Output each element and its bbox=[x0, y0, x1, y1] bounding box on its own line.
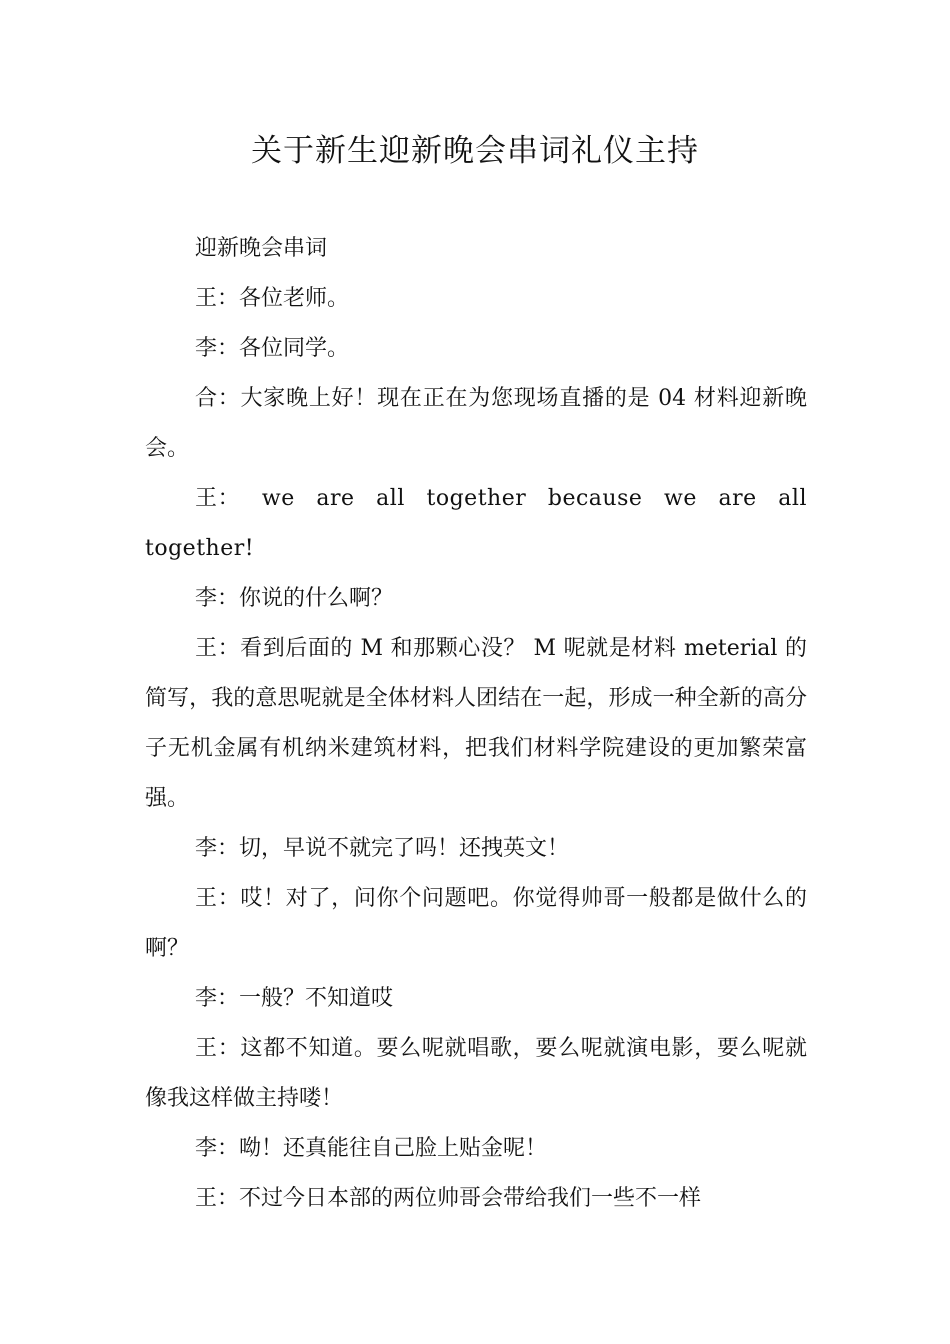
paragraph-heading: 迎新晚会串词 bbox=[195, 236, 328, 261]
paragraph: 王：这都不知道。要么呢就唱歌，要么呢就演电影，要么呢就像我这样做主持喽！ bbox=[145, 1036, 807, 1111]
paragraph: 合：大家晚上好！现在正在为您现场直播的是 04 材料迎新晚会。 bbox=[145, 386, 807, 461]
paragraph: 王：看到后面的 M 和那颗心没？ M 呢就是材料 meterial 的简写，我的意思呢就是全体材料人团结在一起，形成一种全新的高分子无机金属有机纳米建筑材料，把我们材料学院建设的更加繁荣富强。 bbox=[145, 636, 807, 811]
document-title: 关于新生迎新晚会串词礼仪主持 bbox=[251, 133, 699, 169]
paragraph: 李：你说的什么啊？ bbox=[195, 586, 394, 611]
document-body bbox=[145, 224, 807, 1224]
paragraph: 李：呦！还真能往自己脸上贴金呢！ bbox=[195, 1136, 548, 1161]
paragraph: 王： we are all together because we are all together! bbox=[145, 486, 807, 561]
paragraph: 李：各位同学。 bbox=[195, 336, 350, 361]
paragraph: 王：哎！对了，问你个问题吧。你觉得帅哥一般都是做什么的啊？ bbox=[145, 886, 807, 961]
paragraph: 王：各位老师。 bbox=[195, 286, 350, 311]
paragraph: 李：切，早说不就完了吗！还拽英文！ bbox=[195, 836, 570, 861]
paragraph: 王：不过今日本部的两位帅哥会带给我们一些不一样 bbox=[195, 1186, 702, 1211]
paragraph: 李：一般？不知道哎 bbox=[195, 986, 394, 1011]
